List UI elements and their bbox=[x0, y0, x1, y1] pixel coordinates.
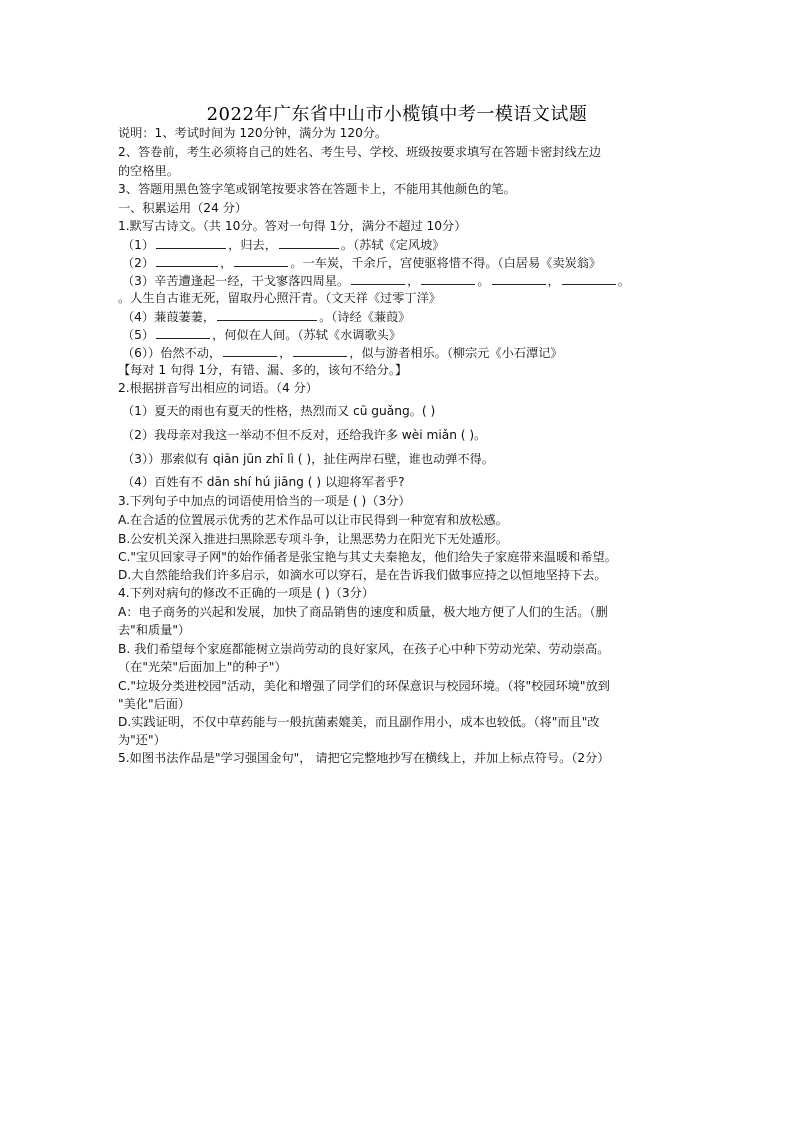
answer-blank[interactable] bbox=[562, 271, 616, 285]
question-5-heading: 5.如图书法作品是"学习强国金句"， 请把它完整地抄写在横线上，并加上标点符号。（2分） bbox=[118, 751, 610, 765]
option-a: A.在合适的位置展示优秀的艺术作品可以让市民得到一种宽宥和放松感。 bbox=[118, 513, 508, 527]
item-text: ，何似在人间。（苏轼《水调歌头》 bbox=[212, 328, 402, 342]
answer-blank[interactable] bbox=[234, 253, 288, 267]
answer-blank[interactable] bbox=[279, 235, 339, 249]
question-2-item: （3））那索似有 qiān jūn zhī lì ( )，扯住两岸石壁，谁也动弹不得。 bbox=[122, 452, 494, 466]
question-1-item-2 bbox=[122, 253, 694, 272]
item-text: ，归去， bbox=[228, 238, 277, 252]
option-c-cont: "美化"后面） bbox=[118, 697, 191, 711]
item-text: 。 bbox=[617, 274, 630, 288]
answer-blank[interactable] bbox=[156, 325, 210, 339]
item-text: （6））佁然不动， bbox=[122, 346, 222, 360]
answer-blank[interactable] bbox=[156, 253, 218, 267]
question-1-item-5 bbox=[122, 325, 694, 344]
answer-blank[interactable] bbox=[223, 343, 277, 357]
option-c: C."垃圾分类进校园"活动，美化和增强了同学们的环保意识与校园环境。（将"校园环境"放到 bbox=[118, 679, 610, 693]
instruction-line: 的空格里。 bbox=[118, 164, 179, 178]
item-text: ， bbox=[220, 256, 233, 270]
option-d: D.大自然能给我们许多启示，如滴水可以穿石，是在告诉我们做事应持之以恒地坚持下去。 bbox=[118, 568, 607, 582]
option-b: B. 我们希望每个家庭都能树立崇尚劳动的良好家风，在孩子心中种下劳动光荣、劳动崇高。 bbox=[118, 642, 610, 656]
item-text: 。（诗经《蒹葭》 bbox=[319, 310, 411, 324]
option-b-cont: （在"光荣"后面加上"的种子"） bbox=[118, 660, 287, 674]
question-1-item-3-cont: 。人生自古谁无死，留取丹心照汗青。（文天祥《过零丁洋》 bbox=[118, 291, 441, 305]
question-2-item: （4）百姓有不 dān shí hú jiāng ( ) 以迎将军者乎? bbox=[122, 475, 405, 489]
answer-blank[interactable] bbox=[293, 343, 347, 357]
item-text: （5） bbox=[122, 328, 155, 342]
item-text: 。一车炭，千余斤，宫使驱将惜不得。（白居易《卖炭翁》 bbox=[290, 256, 602, 270]
item-text: 。（苏轼《定风坡》 bbox=[340, 238, 445, 252]
answer-blank[interactable] bbox=[351, 271, 405, 285]
item-text: 。 bbox=[477, 274, 490, 288]
question-4-heading: 4.下列对病句的修改不正确的一项是 ( )（3分） bbox=[118, 586, 375, 600]
question-2-item: （1）夏天的雨也有夏天的性格，热烈而又 cū guǎng。( ) bbox=[122, 404, 436, 418]
question-1-item-4 bbox=[122, 307, 694, 326]
answer-blank[interactable] bbox=[492, 271, 546, 285]
item-text: （2） bbox=[122, 256, 155, 270]
option-a: A：电子商务的兴起和发展，加快了商品销售的速度和质量，极大地方便了人们的生活。（删 bbox=[118, 605, 608, 619]
question-2-heading: 2.根据拼音写出相应的词语。（4 分） bbox=[118, 381, 318, 395]
scoring-note: 【每对 1 句得 1分，有错、漏、多的，该句不给分。】 bbox=[118, 363, 408, 377]
item-text: ， bbox=[279, 346, 292, 360]
option-b: B.公安机关深入推进扫黑除恶专项斗争，让黑恶势力在阳光下无处遁形。 bbox=[118, 532, 509, 546]
instruction-line: 说明：1、考试时间为 120分钟，满分为 120分。 bbox=[118, 126, 388, 140]
question-1-heading: 1.默写古诗文。（共 10分。答对一句得 1分，满分不超过 10分） bbox=[118, 219, 467, 233]
answer-blank[interactable] bbox=[156, 235, 226, 249]
option-a-cont: 去"和质量"） bbox=[118, 623, 191, 637]
question-1-item-6 bbox=[122, 343, 694, 362]
instruction-line: 2、答卷前，考生必须将自己的姓名、考生号、学校、班级按要求填写在答题卡密封线左边 bbox=[118, 145, 602, 159]
question-3-heading: 3.下列句子中加点的词语使用恰当的一项是 ( )（3分） bbox=[118, 494, 411, 508]
question-1-item-3 bbox=[122, 271, 694, 290]
answer-blank[interactable] bbox=[217, 307, 317, 321]
option-d-cont: 为"还"） bbox=[118, 733, 166, 747]
option-c: C."宝贝回家寻子网"的始作俑者是张宝艳与其丈夫秦艳友，他们给失子家庭带来温暖和希望。 bbox=[118, 550, 617, 564]
item-text: ，似与游者相乐。（柳宗元《小石潭记》 bbox=[349, 346, 563, 360]
question-1-item-1 bbox=[122, 235, 694, 254]
option-d: D.实践证明，不仅中草药能与一般抗菌素媲美，而且副作用小，成本也较低。（将"而且"改 bbox=[118, 715, 600, 729]
item-text: （1） bbox=[122, 238, 155, 252]
item-text: （3）辛苦遭逢起一经，干戈寥落四周星。 bbox=[122, 274, 350, 288]
answer-blank[interactable] bbox=[421, 271, 475, 285]
section-heading: 一、积累运用（24 分） bbox=[118, 201, 248, 215]
page-title: 2022年广东省中山市小榄镇中考一模语文试题 bbox=[206, 104, 588, 125]
item-text: （4）蒹葭萋萋， bbox=[122, 310, 216, 324]
item-text: ， bbox=[407, 274, 420, 288]
item-text: ， bbox=[547, 274, 560, 288]
instruction-line: 3、答题用黑色签字笔或钢笔按要求答在答题卡上，不能用其他颜色的笔。 bbox=[118, 182, 516, 196]
question-2-item: （2）我母亲对我这一举动不但不反对，还给我许多 wèi miǎn ( )。 bbox=[122, 428, 487, 442]
